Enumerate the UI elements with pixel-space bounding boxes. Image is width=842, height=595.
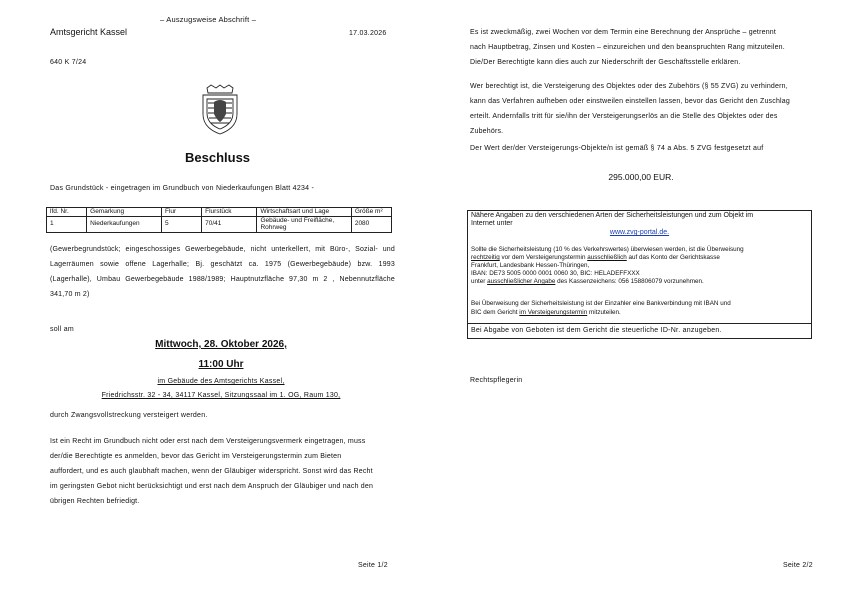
excerpt-heading: – Auszugsweise Abschrift – <box>160 15 257 24</box>
rights-line: im geringsten Gebot nicht berücksichtigt und erst nach dem Anspruch der Gläubiger und nach den <box>50 483 374 490</box>
security-line <box>471 278 809 286</box>
purpose-line: nach Hauptbetrag, Zinsen und Kosten – einzureichen und den beanspruchten Rang mitzuteilen. <box>470 44 785 51</box>
auction-date: Mittwoch, 28. Oktober 2026, <box>155 339 287 350</box>
security-transfer-details <box>471 246 809 286</box>
hessen-crest-icon <box>199 84 241 136</box>
table-header-cell: lfd. Nr. <box>47 208 87 217</box>
table-cell: 2080 <box>351 216 391 232</box>
description-line: (Lagerhalle), Umbau Gewerbegebäude 1988/1989; Hauptnutzfläche 97,30 m 2 , Nebennutzfläche <box>50 276 395 283</box>
security-line-part: vor dem Versteigerungstermin <box>499 254 588 261</box>
table-header-cell: Größe m² <box>351 208 391 217</box>
auction-time: 11:00 Uhr <box>198 359 244 370</box>
emphasis-exclusive: ausschließlich <box>587 254 627 261</box>
emphasis-exclusive-reference: ausschließlicher Angabe <box>487 278 556 285</box>
security-line <box>471 254 809 262</box>
table-cell: 1 <box>47 216 87 232</box>
court-name: Amtsgericht Kassel <box>50 27 128 37</box>
document-date: 17.03.2026 <box>349 30 387 37</box>
security-intro <box>471 212 806 228</box>
security-intro-line: Internet unter <box>471 220 513 227</box>
property-intro: Das Grundstück - eingetragen im Grundbuch von Niederkaufungen Blatt 4234 - <box>50 185 315 192</box>
security-line-part: auf das Konto der Gerichtskasse <box>626 254 720 261</box>
purpose-line: Die/Der Berechtigte kann dies auch zur Niederschrift der Geschäftsstelle erklären. <box>470 59 741 66</box>
description-line: Lagerräumen sowie offene Lagerhalle; Bj. geschätzt ca. 1975 (Gewerbegebäude) bzw. 1993 <box>50 261 395 268</box>
emphasis-auction-date: im Versteigerungstermin <box>519 309 588 316</box>
transfer-line-part: mitzuteilen. <box>587 309 621 316</box>
security-info-box <box>467 210 812 324</box>
rights-line: Ist ein Recht im Grundbuch nicht oder erst nach dem Versteigerungsvermerk eingetragen, muss <box>50 438 366 445</box>
purpose-paragraph <box>470 25 810 70</box>
zvg-portal-link[interactable]: www.zvg-portal.de. <box>609 229 670 236</box>
table-row <box>47 216 392 232</box>
security-line: Frankfurt, Landesbank Hessen-Thüringen, <box>471 262 590 269</box>
property-description <box>50 242 395 302</box>
rights-line: der/die Berechtigte es anmelden, bevor das Gericht im Versteigerungstermin zum Bieten <box>50 453 342 460</box>
security-intro-line: Nähere Angaben zu den verschiedenen Arten der Sicherheitsleistungen und zum Objekt im <box>471 212 754 219</box>
transfer-notice <box>471 299 809 317</box>
table-header-cell: Gemarkung <box>87 208 162 217</box>
table-cell: Niederkaufungen <box>87 216 162 232</box>
transfer-line: Bei Überweisung der Sicherheitsleistung ist der Einzahler eine Bankverbindung mit IBAN und <box>471 300 731 307</box>
tax-id-box <box>467 323 812 339</box>
signature-role: Rechtspflegerin <box>470 377 523 384</box>
objection-line: Zubehörs. <box>470 128 504 135</box>
table-header-cell: Flurstück <box>202 208 257 217</box>
table-cell: 5 <box>161 216 201 232</box>
transfer-line <box>471 308 809 317</box>
rights-paragraph <box>50 434 390 509</box>
security-line-part: des Kassenzeichens: 056 158806079 vorzunehmen. <box>555 278 704 285</box>
auction-location-address: Friedrichsstr. 32 - 34, 34117 Kassel, Sitzungssaal im 1. OG, Raum 130, <box>101 392 341 399</box>
objection-paragraph <box>470 79 810 139</box>
description-line: (Gewerbegrundstück; eingeschossiges Gewerbegebäude, nicht unterkellert, mit Büro-, Sozial- und <box>50 246 395 253</box>
table-header-cell: Wirtschaftsart und Lage <box>257 208 351 217</box>
table-cell: 70/41 <box>202 216 257 232</box>
security-line-part: unter <box>471 278 488 285</box>
tax-id-notice: Bei Abgabe von Geboten ist dem Gericht die steuerliche ID-Nr. anzugeben. <box>471 327 722 334</box>
rights-line: auffordert, und es auch glaubhaft machen, wenn der Gläubiger widerspricht. Sonst wird das Recht <box>50 468 373 475</box>
table-header-row <box>47 208 392 217</box>
security-line: Sollte die Sicherheitsleistung (10 % des Verkehrswertes) überwiesen werden, ist die Überweisung <box>471 246 744 253</box>
page-number-right: Seite 2/2 <box>783 562 813 569</box>
table-header-cell: Flur <box>161 208 201 217</box>
emphasis-timely: rechtzeitig <box>471 254 500 261</box>
description-line: 341,70 m 2) <box>50 291 90 298</box>
decision-title: Beschluss <box>185 150 251 165</box>
value-amount: 295.000,00 EUR. <box>608 172 674 182</box>
value-statement: Der Wert der/der Versteigerungs-Objekte/n ist gemäß § 74 a Abs. 5 ZVG festgesetzt auf <box>470 145 764 152</box>
page-number-left: Seite 1/2 <box>358 562 388 569</box>
enforcement-line: durch Zwangsvollstreckung versteigert werden. <box>50 412 208 419</box>
objection-line: kann das Verfahren aufheben oder einstweilen einstellen lassen, bevor das Gericht den Zuschlag <box>470 98 790 105</box>
iban-line: IBAN: DE73 5005 0000 0001 0060 30, BIC: HELADEFFXXX <box>471 270 640 277</box>
shall-word: soll am <box>50 326 74 333</box>
objection-line: Wer berechtigt ist, die Versteigerung des Objektes oder des Zubehörs (§ 55 ZVG) zu verhindern, <box>470 83 788 90</box>
purpose-line: Es ist zweckmäßig, zwei Wochen vor dem Termin eine Berechnung der Ansprüche – getrennt <box>470 29 777 36</box>
objection-line: erteilt. Andernfalls tritt für sie/ihn der Versteigerungserlös an die Stelle des Objektes oder des <box>470 113 778 120</box>
case-number: 640 K 7/24 <box>50 59 87 66</box>
transfer-line-part: BIC dem Gericht <box>471 309 520 316</box>
auction-location-building: im Gebäude des Amtsgerichts Kassel, <box>157 378 285 385</box>
property-table <box>46 207 392 233</box>
table-cell: Gebäude- und Freifläche, Rohrweg <box>257 216 351 232</box>
rights-line: übrigen Rechten befriedigt. <box>50 498 140 505</box>
